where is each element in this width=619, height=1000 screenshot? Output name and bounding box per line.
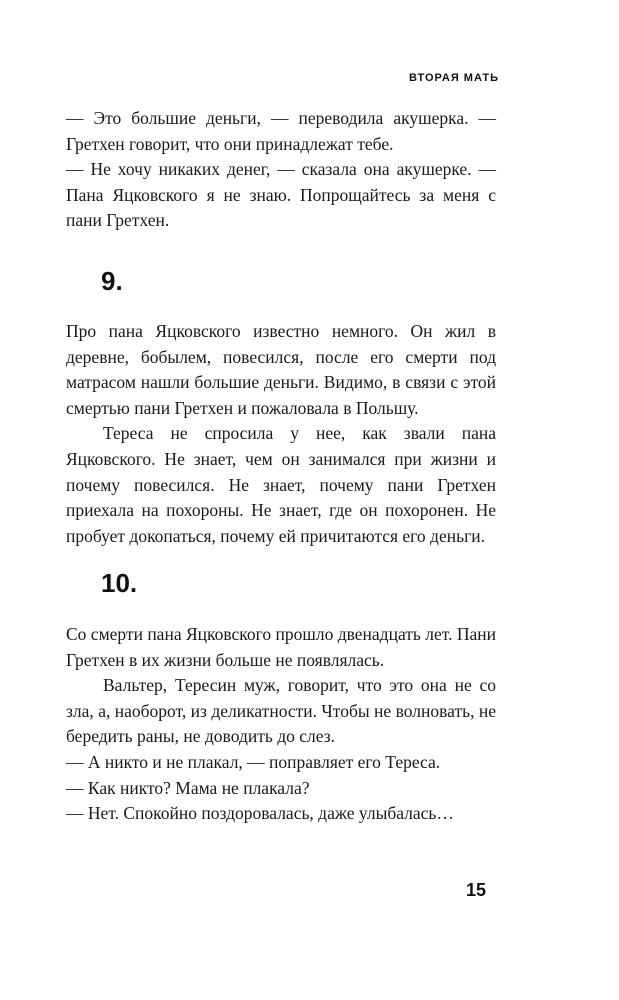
chapter-10-text <box>66 622 496 827</box>
paragraph: Тереса не спросила у нее, как звали пана Яцковского. Не знает, чем он занимался при жизни и почему повесился. Не знает, почему пани Гретхен приехала на похороны. Не знает, где он похоронен. Не пробует докопаться, почему ей причитаются его деньги. <box>66 423 496 546</box>
paragraph: — Не хочу никаких денег, — сказала она акушерке. — Пана Яцковского я не знаю. Попрощайтесь за меня с пани Гретхен. <box>66 159 496 231</box>
paragraph: Со смерти пана Яцковского прошло двенадцать лет. Пани Гретхен в их жизни больше не появлялась. <box>66 624 496 670</box>
chapter-9-text <box>66 319 496 549</box>
paragraph: — Это большие деньги, — переводила акушерка. — Гретхен говорит, что они принадлежат тебе. <box>66 108 496 154</box>
paragraph: Вальтер, Тересин муж, говорит, что это она не со зла, а, наоборот, из деликатности. Чтобы не волновать, не бередить раны, не доводить до слез. <box>66 675 496 747</box>
dialogue-line: — Нет. Спокойно поздоровалась, даже улыбалась… <box>66 803 454 824</box>
chapter-heading-9: 9. <box>101 266 123 296</box>
paragraph: Про пана Яцковского известно немного. Он жил в деревне, бобылем, повесился, после его смерти под матрасом нашли большие деньги. Видимо, в связи с этой смертью пани Гретхен и пожаловала в Польшу. <box>66 321 496 418</box>
dialogue-line: — А никто и не плакал, — поправляет его Тереса. <box>66 751 441 772</box>
chapter-heading-10: 10. <box>101 568 138 598</box>
dialogue-line: — Как никто? Мама не плакала? <box>66 777 310 798</box>
page-number: 15 <box>466 880 487 900</box>
dialogue-block-top <box>66 106 496 234</box>
running-head: ВТОРАЯ МАТЬ <box>409 72 499 84</box>
